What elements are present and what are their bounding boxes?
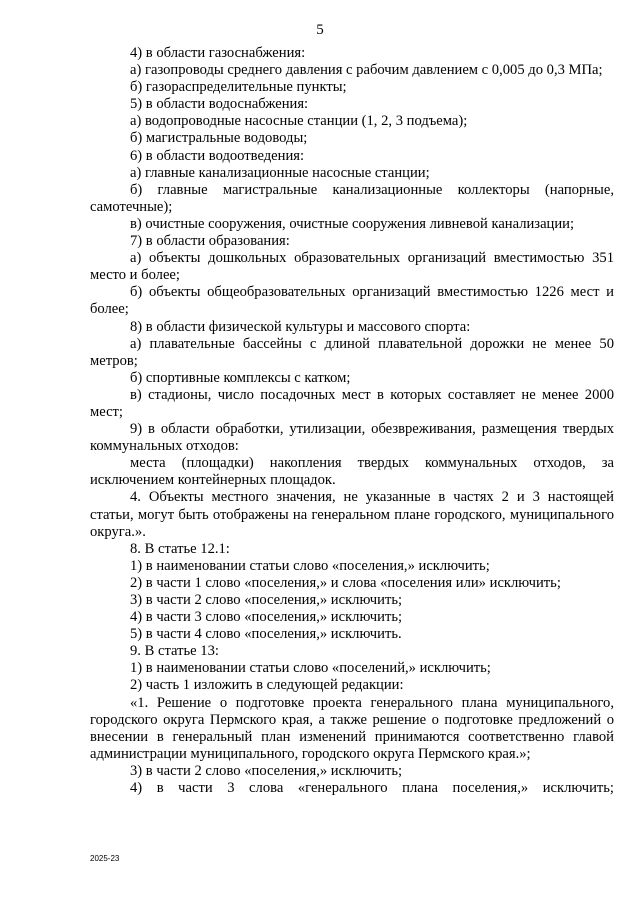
paragraph: 5) в части 4 слово «поселения,» исключить. [130,626,402,643]
paragraph: 1) в наименовании статьи слово «поселений,» исключить; [130,660,491,677]
paragraph: 6) в области водоотведения: [130,147,305,164]
paragraph: б) газораспределительные пункты; [130,79,347,96]
paragraph: места (площадки) накопления твердых коммунальных отходов, за исключением контейнерных площадок. [90,455,614,489]
paragraph: 2) часть 1 изложить в следующей редакции: [130,677,404,694]
paragraph: 2) в части 1 слово «поселения,» и слова «поселения или» исключить; [130,574,561,591]
paragraph: 3) в части 2 слово «поселения,» исключить; [130,592,403,608]
document-body [90,45,614,797]
paragraph: а) главные канализационные насосные станции; [130,164,430,181]
paragraph: 9. В статье 13: [130,643,219,660]
document-code: 2025-23 [90,854,120,863]
paragraph: 4) в области газоснабжения: [130,45,306,61]
paragraph: б) объекты общеобразовательных организаций вместимостью 1226 мест и более; [90,284,614,318]
paragraph: 4) в части 3 слова «генерального плана поселения,» исключить; [130,780,614,797]
paragraph: 8) в области физической культуры и массового спорта: [130,318,471,335]
paragraph: 9) в области обработки, утилизации, обезвреживания, размещения твердых коммунальных отходов: [90,421,614,455]
page-number: 5 [316,22,324,38]
paragraph: в) стадионы, число посадочных мест в которых составляет не менее 2000 мест; [90,386,614,420]
paragraph: б) магистральные водоводы; [130,130,308,147]
paragraph: 5) в области водоснабжения: [130,96,309,113]
paragraph: в) очистные сооружения, очистные сооружения ливневой канализации; [130,215,575,232]
paragraph: 3) в части 2 слово «поселения,» исключить; [130,762,403,779]
paragraph: б) спортивные комплексы с катком; [130,369,351,386]
paragraph: а) водопроводные насосные станции (1, 2, 3 подъема); [130,113,468,130]
paragraph: «1. Решение о подготовке проекта генерального плана муниципального, городского округа Пермского края, а также решение о подготовке предложений о внесении в генеральный план изменений принимаются соответственно главой администрации муниципального, городского округа Пермского края.»; [90,694,614,762]
paragraph: 7) в области образования: [130,233,290,250]
paragraph: 4) в части 3 слово «поселения,» исключить; [130,609,403,626]
paragraph: 4. Объекты местного значения, не указанные в частях 2 и 3 настоящей статьи, могут быть отображены на генеральном плане городского, муниципального округа.». [90,489,614,540]
paragraph: а) газопроводы среднего давления с рабочим давлением с 0,005 до 0,3 МПа; [130,62,603,79]
paragraph: а) объекты дошкольных образовательных организаций вместимостью 351 место и более; [90,250,614,284]
paragraph: а) плавательные бассейны с длиной плавательной дорожки не менее 50 метров; [90,335,614,369]
paragraph: 1) в наименовании статьи слово «поселения,» исключить; [130,557,490,574]
paragraph: б) главные магистральные канализационные коллекторы (напорные, самотечные); [90,181,614,215]
paragraph: 8. В статье 12.1: [130,540,230,557]
